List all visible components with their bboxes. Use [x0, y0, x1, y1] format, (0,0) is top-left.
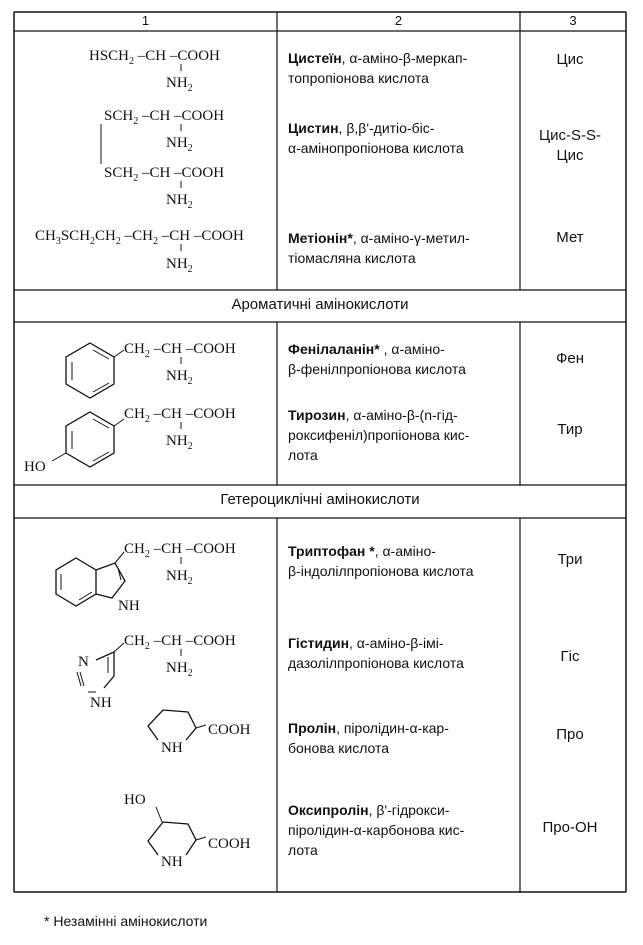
section-heterocyclic: Гетероциклічні амінокислоти	[220, 491, 420, 508]
abbr-histidine: Гіс	[560, 648, 580, 665]
desc-proline: Пролін, піролідин-α-кар- бонова кислота	[288, 720, 449, 756]
abbr-tryptophan: Три	[557, 551, 583, 568]
formula-cysteine	[89, 48, 220, 94]
section-aromatic: Ароматичні амінокислоти	[231, 296, 409, 313]
header-col-2: 2	[394, 13, 403, 28]
abbr-methionine: Мет	[556, 229, 584, 246]
svg-text:SCH2 –CH –COOH: $SCH_2$ –CH –COOH	[104, 108, 225, 127]
svg-text:NH: NH	[161, 740, 183, 756]
svg-text:NH2: $NH_2$	[166, 135, 193, 154]
desc-hydroxyproline: Оксипролін, β'-гідрокси- піролідин-α-карбонова кис- лота	[288, 802, 465, 858]
svg-text:NH2: $NH_2$	[166, 433, 193, 452]
svg-text:CH2 –CH –COOH: $CH_2$ –CH –COOH	[124, 633, 236, 652]
formula-tryptophan	[56, 541, 236, 614]
svg-text:NH2: $NH_2$	[166, 192, 193, 211]
desc-phenylalanine: Фенілаланін* , α-аміно- β-фенілпропіонова кислота	[288, 341, 466, 377]
footnote: * Незамінні амінокислоти	[44, 913, 208, 929]
abbr-cystine: Цис-S-S- Цис	[539, 127, 601, 164]
svg-text:NH2: $NH_2$	[166, 256, 193, 275]
formula-phenylalanine	[66, 341, 236, 398]
abbr-hydroxyproline: Про-ОН	[542, 819, 598, 836]
svg-text:COOH: COOH	[208, 836, 251, 852]
header-col-3: 3	[569, 13, 577, 28]
svg-text:CH2 –CH –COOH: $CH_2$ –CH –COOH	[124, 406, 236, 425]
svg-text:CH3SCH2CH2 –CH2 –CH –COOH: $CH_3SCH_2CH_2$ $-CH_2$ –CH –COOH	[35, 228, 244, 247]
svg-text:NH2: $NH_2$	[166, 368, 193, 387]
svg-text:NH2: $NH_2$	[166, 568, 193, 587]
formula-methionine	[35, 228, 244, 275]
svg-text:SCH2 –CH –COOH: $SCH_2$ –CH –COOH	[104, 165, 225, 184]
desc-methionine: Метіонін*, α-аміно-γ-метил- тіомасляна кислота	[288, 230, 470, 266]
svg-text:COOH: COOH	[208, 722, 251, 738]
svg-text:HSCH2 –CH –COOH: $HSCH_2$ –CH –COOH	[89, 48, 220, 67]
svg-text:NH: NH	[118, 598, 140, 614]
abbr-cysteine: Цис	[556, 51, 584, 68]
abbr-tyrosine: Тир	[557, 421, 583, 438]
svg-text:CH2 –CH –COOH: $CH_2$ –CH –COOH	[124, 541, 236, 560]
formula-histidine	[77, 633, 236, 711]
svg-text:NH: NH	[90, 695, 112, 711]
svg-text:NH2: $NH_2$	[166, 75, 193, 94]
desc-tyrosine: Тирозин, α-аміно-β-(n-гід- роксифеніл)пропіонова кис- лота	[288, 407, 470, 463]
svg-text:HO: HO	[124, 792, 146, 808]
formula-hydroxyproline	[124, 792, 251, 870]
desc-tryptophan: Триптофан *, α-аміно- β-індолілпропіонова кислота	[288, 543, 474, 579]
formula-tyrosine	[24, 406, 236, 475]
desc-cysteine: Цистеїн, α-аміно-β-меркап- топропіонова кислота	[288, 50, 468, 86]
svg-text:CH2 –CH –COOH: $CH_2$ –CH –COOH	[124, 341, 236, 360]
header-col-1: 1	[141, 13, 150, 28]
desc-histidine: Гістидин, α-аміно-β-імі- дазолілпропіонова кислота	[288, 635, 464, 671]
svg-text:N: N	[78, 654, 89, 670]
abbr-phenylalanine: Фен	[555, 350, 585, 367]
formula-cystine	[101, 108, 224, 211]
structural-formulas	[0, 0, 277, 892]
svg-text:NH: NH	[161, 854, 183, 870]
desc-cystine: Цистин, β,β'-дитіо-біс- α-амінопропіонова кислота	[288, 120, 464, 156]
svg-text:NH2: $NH_2$	[166, 660, 193, 679]
svg-text:HO: HO	[24, 459, 46, 475]
abbr-proline: Про	[556, 726, 584, 743]
formula-proline	[148, 710, 251, 756]
